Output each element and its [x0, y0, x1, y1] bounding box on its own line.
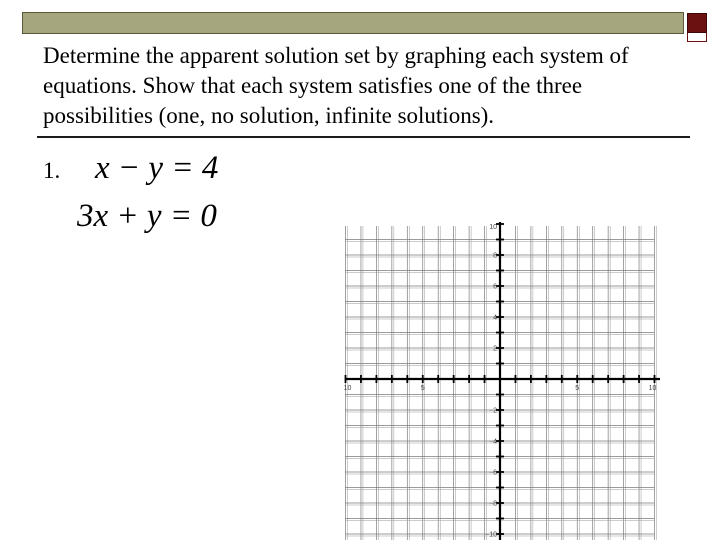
- grid-svg: [330, 218, 670, 540]
- y-label: 2: [493, 345, 497, 353]
- y-label: −6: [489, 469, 497, 477]
- equation-2: 3x + y = 0: [77, 198, 217, 234]
- problem-number: 1.: [43, 158, 61, 183]
- equation-1: x − y = 4: [95, 150, 219, 186]
- y-label: 10: [489, 224, 497, 231]
- x-label-mid-right: 5: [575, 385, 580, 392]
- y-label: 4: [493, 314, 497, 322]
- heading-divider: [37, 136, 690, 138]
- y-label: 6: [493, 283, 497, 291]
- corner-accent-square: [687, 13, 707, 33]
- y-label: −4: [489, 438, 497, 446]
- corner-accent-outline: [687, 33, 707, 42]
- y-label: −2: [489, 407, 497, 415]
- y-label: 8: [493, 252, 497, 260]
- instructions-heading: Determine the apparent solution set by graphing each system of equations. Show that each system satisfies one of the three possibilities (one, no solution, infinite solutions).: [43, 43, 629, 128]
- y-label: −8: [489, 500, 497, 508]
- x-label-mid-left: 5: [420, 385, 425, 392]
- x-label-left: 10: [343, 385, 352, 392]
- title-decoration-bar: [22, 12, 684, 34]
- x-label-right: 10: [648, 385, 657, 392]
- coordinate-grid[interactable]: [330, 218, 670, 540]
- y-label: −10: [485, 531, 497, 539]
